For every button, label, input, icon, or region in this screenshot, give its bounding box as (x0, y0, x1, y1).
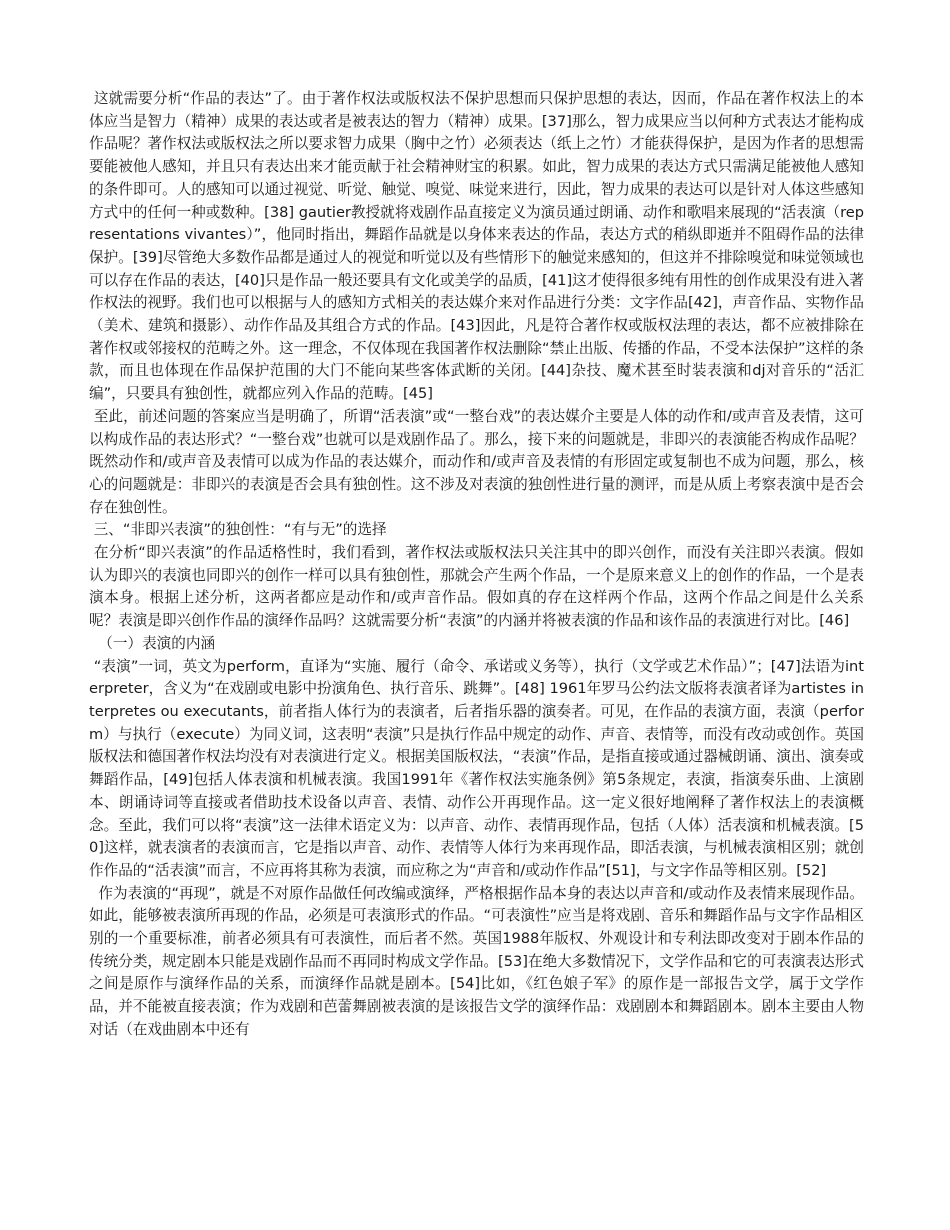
paragraph-expression-of-works: 这就需要分析“作品的表达”了。由于著作权法或版权法不保护思想而只保护思想的表达，因而，作品在著作权法上的本体应当是智力（精神）成果的表达或者是被表达的智力（精神）成果。[37]那么，智力成果应当以何种方式表达才能构成作品呢？著作权法或版权法之所以要求智力成果（胸中之竹）必须表达（纸上之竹）才能获得保护，是因为作者的思想需要能被他人感知，并且只有表达出来才能贡献于社会精神财宝的积累。如此，智力成果的表达方式只需满足能被他人感知的条件即可。人的感知可以通过视觉、听觉、触觉、嗅觉、味觉来进行，因此，智力成果的表达可以是针对人体这些感知方式中的任何一种或数种。[38] gautier教授就将戏剧作品直接定义为演员通过朗诵、动作和歌唱来展现的“活表演（representations vivantes）”，他同时指出，舞蹈作品就是以身体来表达的作品，表达方式的稍纵即逝并不阻碍作品的法律保护。[39]尽管绝大多数作品都是通过人的视觉和听觉以及有些情形下的触觉来感知的，但这并不排除嗅觉和味觉领域也可以存在作品的表达，[40]只是作品一般还要具有文化或美学的品质，[41]这才使得很多纯有用性的创作成果没有进入著作权法的视野。我们也可以根据与人的感知方式相关的表达媒介来对作品进行分类：文字作品[42]，声音作品、实物作品（美术、建筑和摄影）、动作作品及其组合方式的作品。[43]因此，凡是符合著作权或版权法理的表达，都不应被排除在著作权或邻接权的范畴之外。这一理念，不仅体现在我国著作权法删除“禁止出版、传播的作品，不受本法保护”这样的条款，而且也体现在作品保护范围的大门不能向某些客体武断的关闭。[44]杂技、魔术甚至时装表演和dj对音乐的“活汇编”，只要具有独创性，就都应列入作品的范畴。[45] (89, 90, 865, 403)
paragraph-reproduction-and-performability: 作为表演的“再现”，就是不对原作品做任何改编或演绎，严格根据作品本身的表达以声音和/或动作及表情来展现作品。如此，能够被表演所再现的作品，必须是可表演形式的作品。“可表演性”应当是将戏剧、音乐和舞蹈作品与文字作品相区别的一个重要标准，前者必须具有可表演性，而后者不然。英国1988年版权、外观设计和专利法即改变对于剧本作品的传统分类，规定剧本只能是戏剧作品而不再同时构成文学作品。[53]在绝大多数情况下，文学作品和它的可表演表达形式之间是原作与演绎作品的关系，而演绎作品就是剧本。[54]比如，《红色娘子军》的原作是一部报告文学，属于文学作品，并不能被直接表演；作为戏剧和芭蕾舞剧被表演的是该报告文学的演绎作品：戏剧剧本和舞蹈剧本。剧本主要由人物对话（在戏曲剧本中还有 (89, 884, 865, 1038)
subsection-heading-performance-meaning: （一）表演的内涵 (89, 634, 216, 652)
document-body (89, 88, 864, 1042)
paragraph-performance-definition: “表演”一词，英文为perform，直译为“实施、履行（命令、承诺或义务等），执行（文学或艺术作品）”；[47]法语为interpreter，含义为“在戏剧或电影中扮演角色、执行音乐、跳舞”。[48] 1961年罗马公约法文版将表演者译为artistes interpretes ou executants，前者指人体行为的表演者，后者指乐器的演奏者。可见，在作品的表演方面，表演（perform）与执行（execute）为同义词，这表明“表演”只是执行作品中规定的动作、声音、表情等，而没有改动或创作。英国版权法和德国著作权法均没有对表演进行定义。根据美国版权法，“表演”作品，是指直接或通过器械朗诵、演出、演奏或舞蹈作品，[49]包括人体表演和机械表演。我国1991年《著作权法实施条例》第5条规定，表演，指演奏乐曲、上演剧本、朗诵诗词等直接或者借助技术设备以声音、表情、动作公开再现作品。这一定义很好地阐释了著作权法上的表演概念。至此，我们可以将“表演”这一法律术语定义为：以声音、动作、表情再现作品，包括（人体）活表演和机械表演。[50]这样，就表演者的表演而言，它是指以声音、动作、表情等人体行为来再现作品，即活表演，与机械表演相区别；就创作作品的“活表演”而言，不应再将其称为表演，而应称之为“声音和/或动作作品”[51]，与文字作品等相区别。[52] (89, 657, 864, 879)
paragraph-live-performance-conclusion: 至此，前述问题的答案应当是明确了，所谓“活表演”或“一整台戏”的表达媒介主要是人体的动作和/或声音及表情，这可以构成作品的表达形式？“一整台戏”也就可以是戏剧作品了。那么，接下来的问题就是，非即兴的表演能否构成作品呢？既然动作和/或声音及表情可以成为作品的表达媒介，而动作和/或声音及表情的有形固定或复制也不成为问题，那么，核心的问题就是：非即兴的表演是否会具有独创性。这不涉及对表演的独创性进行量的测评，而是从质上考察表演中是否会存在独创性。 (89, 407, 865, 516)
section-heading-originality: 三、“非即兴表演”的独创性：“有与无”的选择 (89, 521, 387, 539)
paragraph-improvised-performance: 在分析“即兴表演”的作品适格性时，我们看到，著作权法或版权法只关注其中的即兴创作，而没有关注即兴表演。假如认为即兴的表演也同即兴的创作一样可以具有独创性，那就会产生两个作品，一个是原来意义上的创作的作品，一个是表演本身。根据上述分析，这两者都应是动作和/或声音作品。假如真的存在这样两个作品，这两个作品之间是什么关系呢？表演是即兴创作作品的演绎作品吗？这就需要分析“表演”的内涵并将被表演的作品和该作品的表演进行对比。[46] (89, 544, 864, 630)
